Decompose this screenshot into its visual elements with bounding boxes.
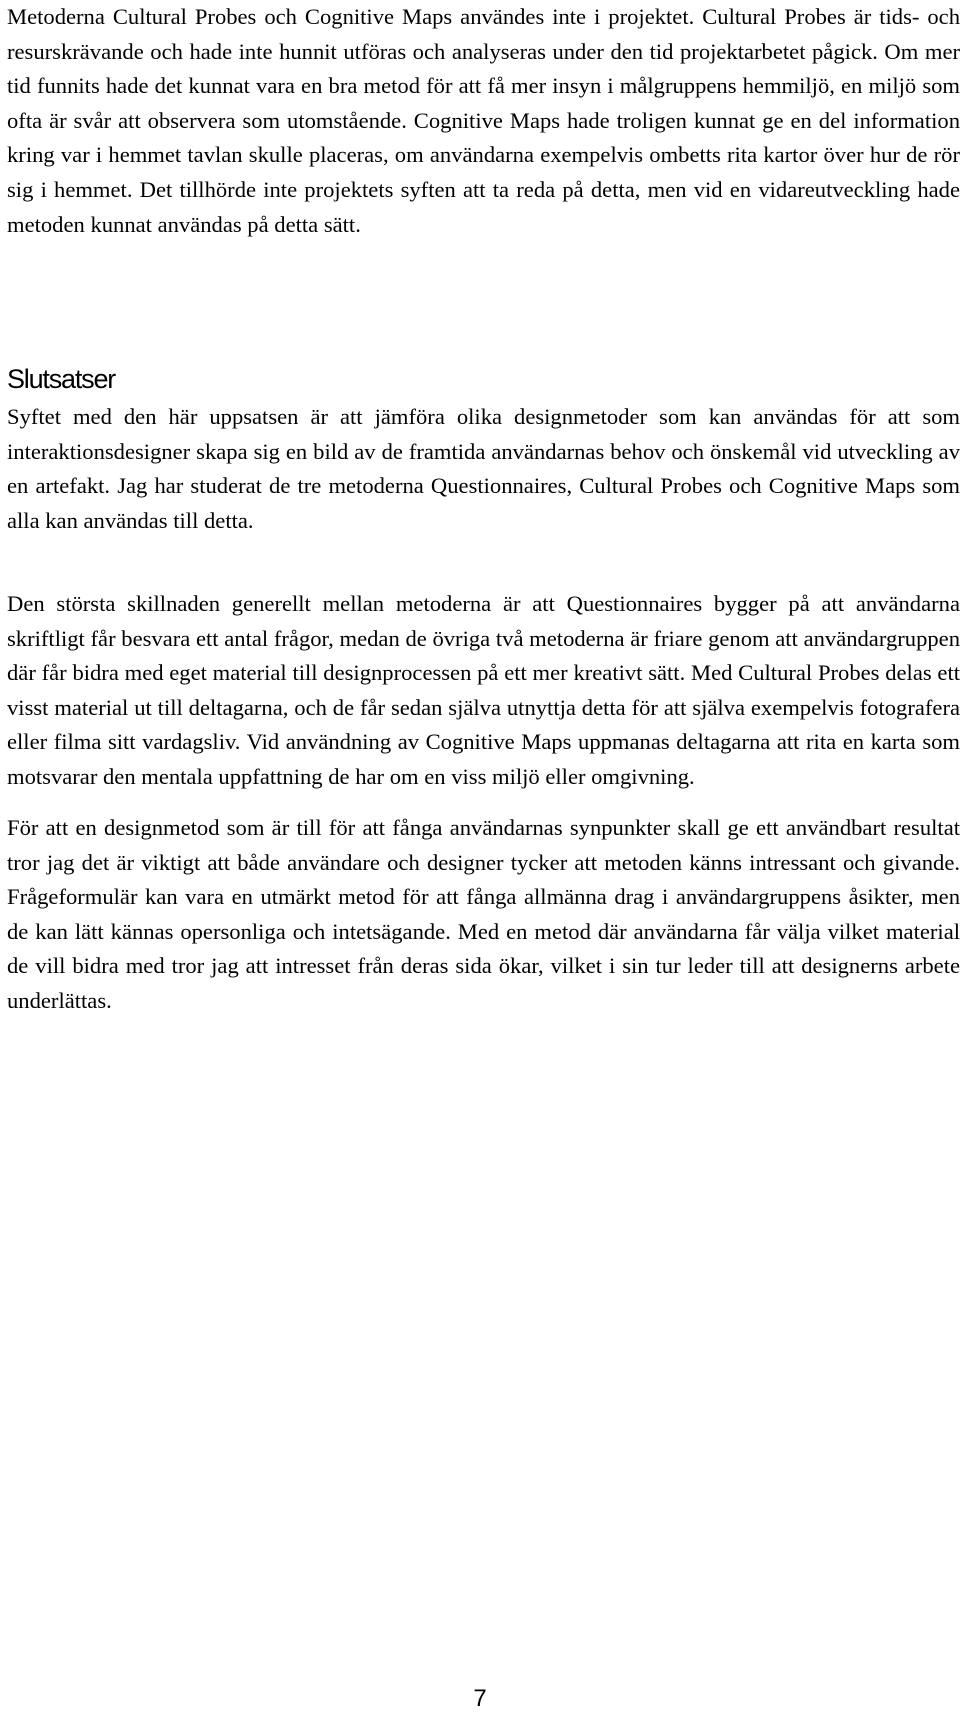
- paragraph-methods-not-used: Metoderna Cultural Probes och Cognitive Maps användes inte i projektet. Cultural Probes är tids- och resurskrävande och hade inte hunnit utföras och analyseras under den tid projektarbetet pågick. Om mer tid funnits hade det kunnat vara en bra metod för att få mer insyn i målgruppens hemmiljö, en miljö som ofta är svår att observera som utomstående. Cognitive Maps hade troligen kunnat ge en del information kring var i hemmet tavlan skulle placeras, om användarna exempelvis ombetts rita kartor över hur de rör sig i hemmet. Det tillhörde inte projektets syften att ta reda på detta, men vid en vidareutveckling hade metoden kunnat användas på detta sätt.: [7, 4, 960, 237]
- page-number: 7: [473, 1685, 487, 1712]
- paragraph-conclusion: För att en designmetod som är till för att fånga användarnas synpunkter skall ge ett användbart resultat tror jag det är viktigt att både användare och designer tycker att metoden känns intressant och givande. Frågeformulär kan vara en utmärkt metod för att fånga allmänna drag i användargruppens åsikter, men de kan lätt kännas opersonliga och intetsägande. Med en metod där användarna får välja vilket material de vill bidra med tror jag att intresset från deras sida ökar, vilket i sin tur leder till att designerns arbete underlättas.: [7, 815, 960, 1013]
- paragraph-purpose: Syftet med den här uppsatsen är att jämföra olika designmetoder som kan användas för att som interaktionsdesigner skapa sig en bild av de framtida användarnas behov och önskemål vid utveckling av en artefakt. Jag har studerat de tre metoderna Questionnaires, Cultural Probes och Cognitive Maps som alla kan användas till detta.: [7, 404, 960, 533]
- paragraph-method-differences: Den största skillnaden generellt mellan metoderna är att Questionnaires bygger på att användarna skriftligt får besvara ett antal frågor, medan de övriga två metoderna är friare genom att användargruppen där får bidra med eget material till designprocessen på ett mer kreativt sätt. Med Cultural Probes delas ett visst material ut till deltagarna, och de får sedan själva utnyttja detta för att själva exempelvis fotografera eller filma sitt vardagsliv. Vid användning av Cognitive Maps uppmanas deltagarna att rita en karta som motsvarar den mentala uppfattning de har om en viss miljö eller omgivning.: [7, 591, 960, 789]
- section-heading-slutsatser: Slutsatser: [7, 364, 116, 394]
